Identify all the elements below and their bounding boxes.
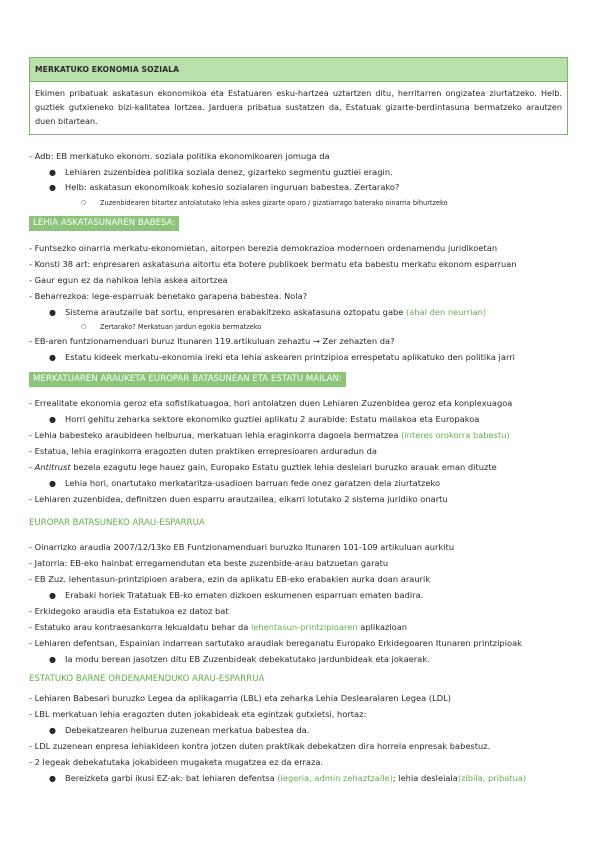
bullet-icon: ● bbox=[49, 726, 56, 735]
highlight-text: (legeria, admin zehaztzaile) bbox=[277, 773, 393, 783]
section-heading: LEHIA ASKATASUNAREN BABESA: bbox=[29, 216, 179, 231]
document-page: MERKATUKO EKONOMIA SOZIALA Ekimen pribatuak askatasun ekonomikoa eta Estatuaren esku-hartzea uztartzen ditu, herritarren ongizatea ziurtatzeko. Helb. guztiek gutxieneko bizi-kalitatea lortzea. Jarduera pribatua sustatzen da, Estatuak gizarte-berdintasuna bermatzeko arautzen duen bitartean. - Adb: EB merkatuko ekonom. soziala politika ekonomikoaren jomuga da ● Lehiaren zuzenbidea politika soziala denez, gizarteko segmentu guztiei eragin. ● Helb: askatasun ekonomikoak kohesio sozialaren inguruan babestea. Zertarako? ○ Zuzenbidearen bitartez antolatutako lehia askea gizarte oparo / gizatiarrago baterako oinarria bihurtzeko LEHIA ASKATASUNAREN BABESA: - Funtsezko oinarria merkatu-ekonomietan, aitorpen berezia demokrazioa modernoen ordenamendu juridikoetan - Konsti 38 art: enpresaren askatasuna aitortu eta botere publikoek bermatu eta babestu merkatu ekonom esparruan - Gaur egun ez da nahikoa lehia askea aitortzea - Beharrezkoa: lege-esparruak benetako garapena babestea. Nola? ● Sistema arautzaile bat sortu, enpresaren erabakitzeko askatasuna oztopatu gabe (ahal den neurrian) ○ Zertarako? Merkatuan jardun egokia bermatzeko - EB-aren funtzionamenduari buruz Itunaren 119.artikuluan zehaztu → Zer zehazten da? ● Estatu kideek merkatu-ekonomia ireki eta lehia askearen printzipioa errespetatu aplikatuko den politika jarri MERKATUAREN ARAUKETA EUROPAR BATASUNEAN ETA ESTATU MAILAN: - Errealitate ekonomia geroz eta sofistikatuagoa, hori antolatzen duen Lehiaren Zuzenbidea geroz eta konplexuagoa ● Horri gehitu zeharka sektore ekonomiko guztiei aplikatu 2 aurabide: Estatu mailakoa eta Europakoa - Lehia babesteko araubideen helburua, merkatuan lehia eraginkorra dagoela bermatzea (interes orokorra babestu) - Estatua, lehia eraginkorra eragozten duten praktiken errepresioaren arduradun da - Antitrust bezela ezagutu lege hauez gain, Europako Estatu guztiek lehia desleiari buruzko arauak eman dituzte ● Lehia hori, onartutako merkataritza-usadioen barruan fede onez garatzen dela ziurtatzeko - Lehiaren zuzenbidea, definitzen duen esparru arautzailea, elkarri lotutako 2 sistema juridiko onartu EUROPAR BATASUNEKO ARAU-ESPARRUA - Oinarrizko araudia 2007/12/13ko EB Funtzionamenduari buruzko Itunaren 101-109 artikuluan aurkitu - Jatorria: EB-eko hainbat erregamendutan eta beste zuzenbide-arau batzuetan garatu - EB Zuz. lehentasun-printzipioen arabera, ezin da aplikatu EB-eko erabakien aurka doan araurik ● Erabaki horiek Tratatuak EB-ko ematen dizkoen eskumenen esparruan ematen badira. - Erkidegoko araudia eta Estatukoa ez datoz bat - Estatuko arau kontraesankorra lekualdatu behar da lehentasun-printzipioaren aplikazioan - Lehiaren defentsan, Espainian indarrean sartutako araudiak bereganatu Europako Erkidegoaren Itunaren printzipioak ● Ia modu berean jasotzen ditu EB Zuzenbideak debekatutako jardunbideak eta jokaerak. ESTATUKO BARNE ORDENAMENDUKO ARAU-ESPARRUA - Lehiaren Babesari buruzko Legea da aplikagarria (LBL) eta zeharka Lehia Deslearalaren Legea (LDL) - LBL merkatuan lehia eragozten duten jokabideak eta egintzak gutxietsi, hortaz: ● Debekatzearen helburua zuzenean merkatua babestea da. - LDL zuzenean enpresa lehiakideen kontra jotzen duten praktikak debekatzen dira horrela enpresak babestuz. - 2 legeak debekatutaka jokabideen mugaketa mugatzea ez da erraza. ● Bereizketa garbi ikusi EZ-ak: bat lehiaren defentsa (legeria, admin zehaztzaile); lehia desleiala(zibila, pribatua) bbox=[0, 0, 600, 848]
bullet-icon: ● bbox=[49, 415, 56, 424]
text-line: - Lehiaren zuzenbidea, definitzen duen esparru arautzailea, elkarri lotutako 2 sistema juridiko onartu bbox=[29, 494, 448, 504]
bullet-icon: ● bbox=[49, 479, 56, 488]
text-line: - EB-aren funtzionamenduari buruz Itunaren 119.artikuluan zehaztu → Zer zehazten da? bbox=[29, 336, 395, 346]
text-line: - Errealitate ekonomia geroz eta sofistikatuagoa, hori antolatzen duen Lehiaren Zuzenbidea geroz eta konplexuagoa bbox=[29, 398, 513, 408]
definition-box bbox=[29, 57, 568, 135]
text-line: - Oinarrizko araudia 2007/12/13ko EB Funtzionamenduari buruzko Itunaren 101-109 artikuluan aurkitu bbox=[29, 542, 455, 552]
text-line: - Erkidegoko araudia eta Estatukoa ez datoz bat bbox=[29, 606, 229, 616]
text-line: - Konsti 38 art: enpresaren askatasuna aitortu eta botere publikoek bermatu eta babestu merkatu ekonom esparruan bbox=[29, 259, 517, 269]
italic-term: Antitrust bbox=[34, 462, 71, 472]
text-line: - Lehiaren defentsan, Espainian indarrean sartutako araudiak bereganatu Europako Erkidegoaren Itunaren printzipioak bbox=[29, 638, 522, 648]
text-line: - Estatua, lehia eraginkorra eragozten duten praktiken errepresioaren arduradun da bbox=[29, 446, 377, 456]
text-line: - Antitrust bezela ezagutu lege hauez gain, Europako Estatu guztiek lehia desleiari buruzko arauak eman dituzte bbox=[29, 462, 497, 472]
text-line: - Funtsezko oinarria merkatu-ekonomietan, aitorpen berezia demokrazioa modernoen ordenamendu juridikoetan bbox=[29, 243, 498, 253]
text-line: - LDL zuzenean enpresa lehiakideen kontra jotzen duten praktikak debekatzen dira horrela enpresak babestuz. bbox=[29, 741, 491, 751]
text-line: - Beharrezkoa: lege-esparruak benetako garapena babestea. Nola? bbox=[29, 291, 308, 301]
bullet-icon: ● bbox=[49, 168, 56, 177]
subsection-heading: ESTATUKO BARNE ORDENAMENDUKO ARAU-ESPARRUA bbox=[29, 674, 265, 684]
highlight-text: (ahal den neurrian) bbox=[406, 307, 487, 317]
text-line: - Lehiaren Babesari buruzko Legea da aplikagarria (LBL) eta zeharka Lehia Deslearalaren Legea (LDL) bbox=[29, 693, 451, 703]
bullet-icon: ● bbox=[49, 183, 56, 192]
highlight-text: lehentasun-printzipioaren bbox=[250, 622, 358, 632]
bullet-icon: ● bbox=[49, 308, 56, 317]
text-line: - Lehia babesteko araubideen helburua, merkatuan lehia eraginkorra dagoela bermatzea (interes orokorra babestu) bbox=[29, 430, 510, 440]
intro-line: - Adb: EB merkatuko ekonom. soziala politika ekonomikoaren jomuga da bbox=[29, 151, 330, 161]
bullet-icon: ● bbox=[49, 591, 56, 600]
section-heading: MERKATUAREN ARAUKETA EUROPAR BATASUNEAN ETA ESTATU MAILAN: bbox=[29, 372, 346, 387]
bullet-icon: ● bbox=[49, 655, 56, 664]
text-line: - EB Zuz. lehentasun-printzipioen arabera, ezin da aplikatu EB-eko erabakien aurka doan araurik bbox=[29, 574, 431, 584]
bullet-icon: ● bbox=[49, 774, 56, 783]
subsection-heading: EUROPAR BATASUNEKO ARAU-ESPARRUA bbox=[29, 518, 205, 528]
definition-box-title: MERKATUKO EKONOMIA SOZIALA bbox=[30, 58, 567, 82]
highlight-text: (zibila, pribatua) bbox=[457, 773, 527, 783]
highlight-text: (interes orokorra babestu) bbox=[401, 430, 510, 440]
bullet-icon: ● bbox=[49, 353, 56, 362]
text-line: - 2 legeak debekatutaka jokabideen mugaketa mugatzea ez da erraza. bbox=[29, 757, 324, 767]
text-line: - Estatuko arau kontraesankorra lekualdatu behar da lehentasun-printzipioaren aplikazioan bbox=[29, 622, 408, 632]
definition-box-body: Ekimen pribatuak askatasun ekonomikoa eta Estatuaren esku-hartzea uztartzen ditu, herritarren ongizatea ziurtatzeko. Helb. guztiek gutxieneko bizi-kalitatea lortzea. Jarduera pribatua sustatzen da, Estatuak gizarte-berdintasuna bermatzeko arautzen duen bitartean. bbox=[35, 88, 562, 126]
circle-bullet-icon: ○ bbox=[81, 323, 87, 330]
circle-bullet-icon: ○ bbox=[81, 199, 87, 206]
text-line: - Jatorria: EB-eko hainbat erregamendutan eta beste zuzenbide-arau batzuetan garatu bbox=[29, 558, 389, 568]
text-line: - Gaur egun ez da nahikoa lehia askea aitortzea bbox=[29, 275, 228, 285]
text-line: - LBL merkatuan lehia eragozten duten jokabideak eta egintzak gutxietsi, hortaz: bbox=[29, 709, 367, 719]
